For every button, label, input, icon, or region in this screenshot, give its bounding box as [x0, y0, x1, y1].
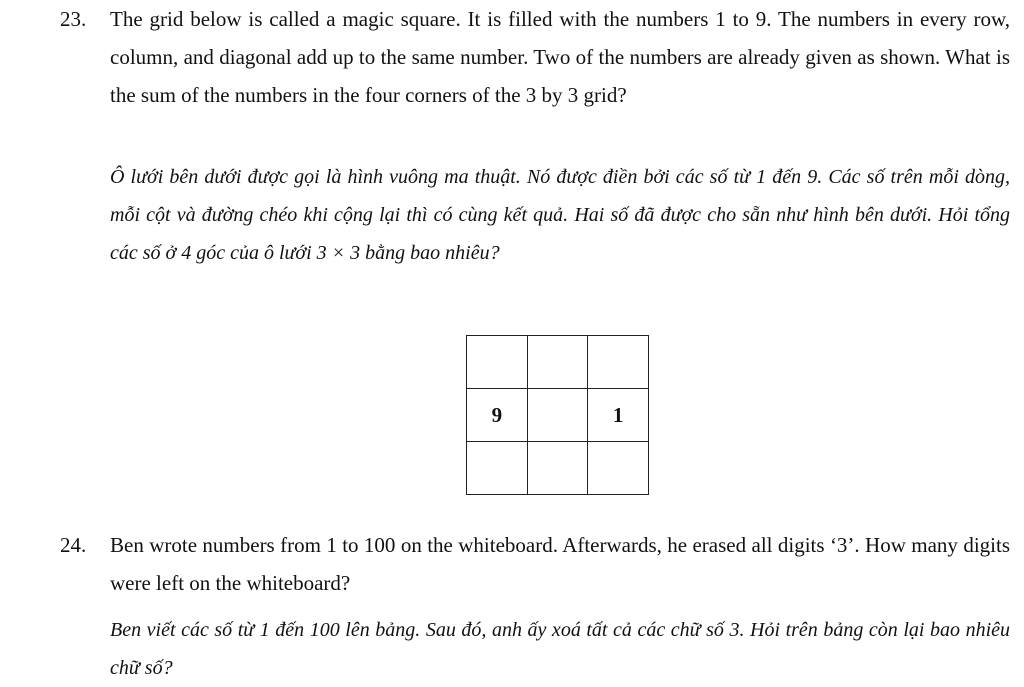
- question-23-text-english: The grid below is called a magic square. It is filled with the numbers 1 to 9. The numbers in every row, column, and diagonal add up to the same number. Two of the numbers are already given as shown. What is the sum of the numbers in the four corners of the 3 by 3 grid?: [110, 7, 1010, 107]
- grid-cell: 9: [467, 389, 528, 442]
- grid-cell: [467, 336, 528, 389]
- question-24-number: 24.: [60, 533, 87, 557]
- question-24-text-vietnamese: Ben viết các số từ 1 đến 100 lên bảng. Sau đó, anh ấy xoá tất cả các chữ số 3. Hỏi trên bảng còn lại bao nhiêu chữ số?: [110, 619, 1010, 679]
- grid-cell: [467, 442, 528, 495]
- grid-cell: 1: [588, 389, 649, 442]
- grid-cell: [588, 442, 649, 495]
- grid-row-2: [467, 389, 649, 442]
- grid-row-1: [467, 336, 649, 389]
- question-23-number: 23.: [60, 7, 87, 31]
- grid-cell: [527, 389, 588, 442]
- grid-cell: [527, 336, 588, 389]
- magic-square-grid: [466, 335, 649, 495]
- question-23-text-vietnamese: Ô lưới bên dưới được gọi là hình vuông ma thuật. Nó được điền bởi các số từ 1 đến 9. Các số trên mỗi dòng, mỗi cột và đường chéo khi cộng lại thì có cùng kết quả. Hai số đã được cho sẵn như hình bên dưới. Hỏi tổng các số ở 4 góc của ô lưới 3 × 3 bằng bao nhiêu?: [110, 166, 1010, 264]
- grid-cell: [527, 442, 588, 495]
- question-24-text-english: Ben wrote numbers from 1 to 100 on the whiteboard. Afterwards, he erased all digits ‘3’. How many digits were left on the whiteboard?: [110, 533, 1010, 595]
- grid-cell: [588, 336, 649, 389]
- grid-row-3: [467, 442, 649, 495]
